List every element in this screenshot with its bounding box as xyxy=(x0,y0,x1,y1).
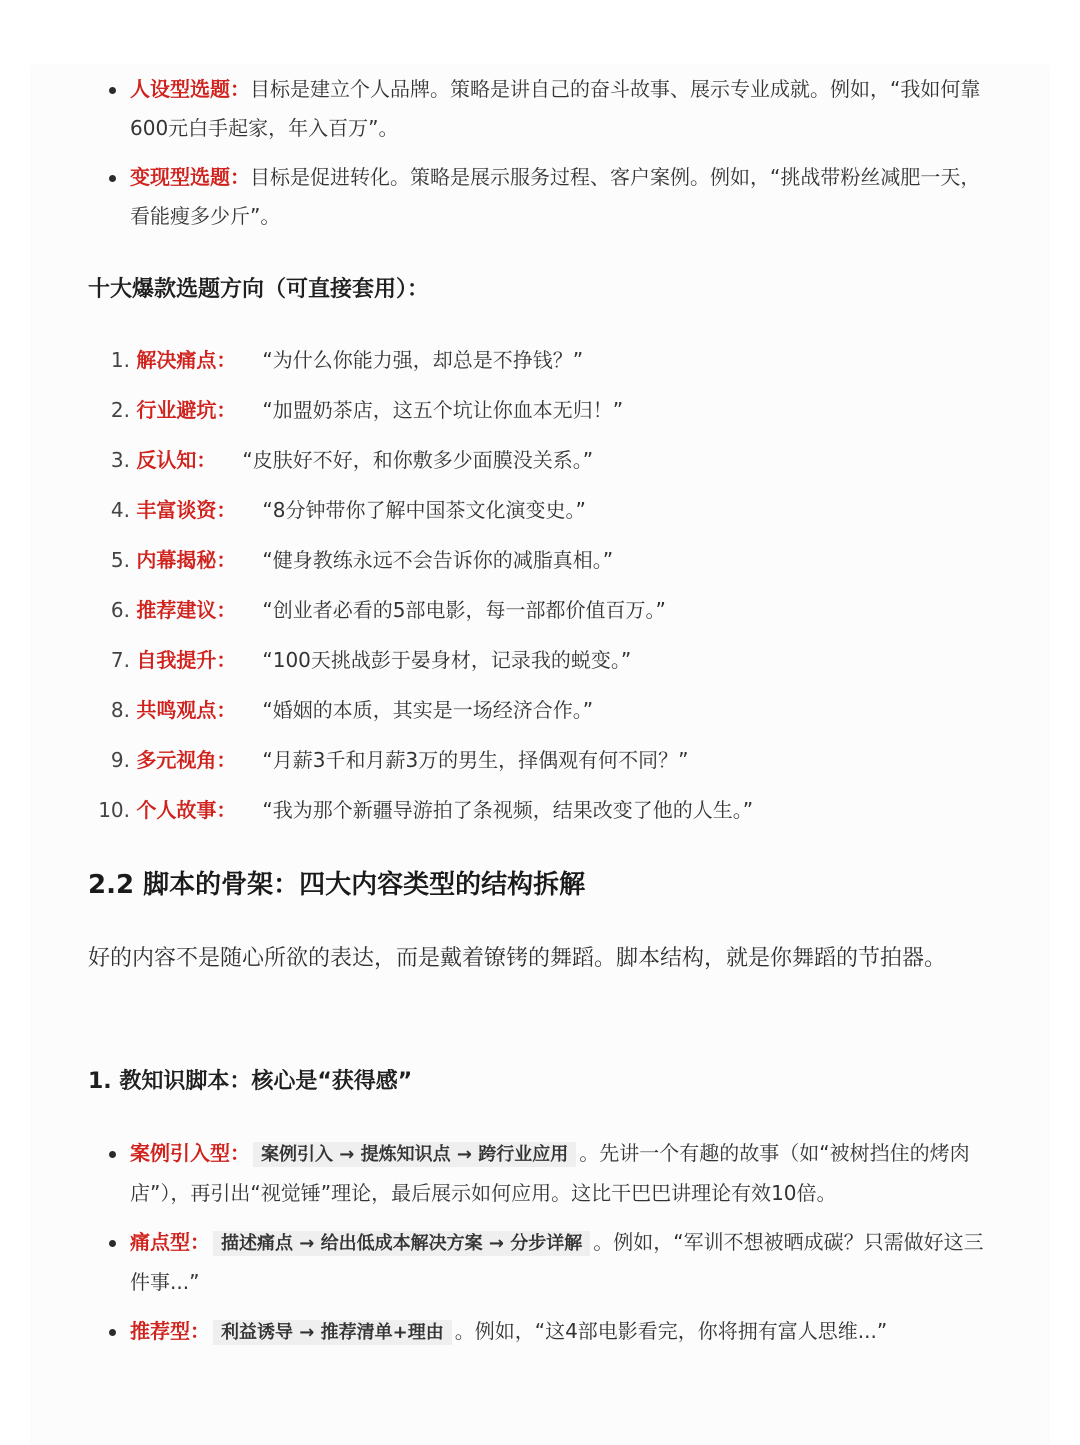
item-number: 4. xyxy=(110,498,130,522)
item-label: 行业避坑： xyxy=(136,398,237,422)
bullet-label: 变现型选题： xyxy=(130,165,250,189)
bullet-text: 。例如，“这4部电影看完，你将拥有富人思维...” xyxy=(454,1319,888,1343)
bullet-text: 。先讲一个有趣的故事（如“被树挡住的烤肉店”），再引出“视觉锤”理论，最后展示如何应用。这比干巴巴讲理论有效10倍。 xyxy=(130,1141,970,1205)
item-label: 自我提升： xyxy=(136,648,237,672)
bullet-label: 推荐型： xyxy=(130,1319,210,1343)
item-number: 10. xyxy=(98,798,130,822)
subsection-title: 1. 教知识脚本：核心是“获得感” xyxy=(88,1069,413,1094)
list-item xyxy=(88,738,753,788)
list-item xyxy=(88,70,998,148)
item-label: 个人故事： xyxy=(136,798,237,822)
section-paragraph: 好的内容不是随心所欲的表达，而是戴着镣铐的舞蹈。脚本结构，就是你舞蹈的节拍器。 xyxy=(88,946,947,971)
item-number: 3. xyxy=(110,448,130,472)
list-item xyxy=(88,388,753,438)
item-quote: “100天挑战彭于晏身材，记录我的蜕变。” xyxy=(262,648,632,672)
item-quote: “健身教练永远不会告诉你的减脂真相。” xyxy=(262,548,614,572)
item-number: 7. xyxy=(110,648,130,672)
list-item xyxy=(88,538,753,588)
item-quote: “加盟奶茶店，这五个坑让你血本无归！” xyxy=(262,398,624,422)
topics-list xyxy=(88,338,753,838)
item-quote: “婚姻的本质，其实是一场经济合作。” xyxy=(262,698,594,722)
item-number: 9. xyxy=(110,748,130,772)
list-item xyxy=(88,638,753,688)
item-label: 多元视角： xyxy=(136,748,237,772)
item-number: 5. xyxy=(110,548,130,572)
item-number: 8. xyxy=(110,698,130,722)
item-quote: “月薪3千和月薪3万的男生，择偶观有何不同？” xyxy=(262,748,689,772)
bullet-label: 痛点型： xyxy=(130,1230,210,1254)
list-item xyxy=(88,1312,998,1352)
list-item xyxy=(88,688,753,738)
bullet-label: 案例引入型： xyxy=(130,1141,250,1165)
item-number: 1. xyxy=(110,348,130,372)
intro-bullet-list xyxy=(88,70,998,246)
bullet-label: 人设型选题： xyxy=(130,77,250,101)
list-item xyxy=(88,1223,998,1302)
item-label: 丰富谈资： xyxy=(136,498,237,522)
bullet-text: 目标是建立个人品牌。策略是讲自己的奋斗故事、展示专业成就。例如，“我如何靠600元白手起家，年入百万”。 xyxy=(130,77,981,140)
item-quote: “皮肤好不好，和你敷多少面膜没关系。” xyxy=(242,448,594,472)
bullet-text: 目标是促进转化。策略是展示服务过程、客户案例。例如，“挑战带粉丝减肥一天，看能瘦多少斤”。 xyxy=(130,165,981,228)
list-item xyxy=(88,338,753,388)
item-label: 内幕揭秘： xyxy=(136,548,237,572)
item-label: 推荐建议： xyxy=(136,598,237,622)
list-item xyxy=(88,488,753,538)
topics-heading: 十大爆款选题方向（可直接套用）： xyxy=(88,277,430,302)
bullet-text: 。例如，“军训不想被晒成碳？只需做好这三件事...” xyxy=(130,1230,984,1294)
item-label: 反认知： xyxy=(136,448,217,472)
list-item xyxy=(88,438,753,488)
item-number: 2. xyxy=(110,398,130,422)
item-label: 共鸣观点： xyxy=(136,698,237,722)
item-quote: “为什么你能力强，却总是不挣钱？” xyxy=(262,348,584,372)
list-item xyxy=(88,1134,998,1213)
item-quote: “创业者必看的5部电影，每一部都价值百万。” xyxy=(262,598,666,622)
list-item xyxy=(88,588,753,638)
script-bullet-list xyxy=(88,1134,998,1362)
item-number: 6. xyxy=(110,598,130,622)
item-quote: “我为那个新疆导游拍了条视频，结果改变了他的人生。” xyxy=(262,798,754,822)
document-page xyxy=(32,66,1048,1445)
list-item xyxy=(88,158,998,236)
section-title: 2.2 脚本的骨架：四大内容类型的结构拆解 xyxy=(88,870,586,900)
inline-code: 案例引入 → 提炼知识点 → 跨行业应用 xyxy=(253,1142,576,1167)
inline-code: 利益诱导 → 推荐清单+理由 xyxy=(213,1320,452,1345)
inline-code: 描述痛点 → 给出低成本解决方案 → 分步详解 xyxy=(213,1231,590,1256)
item-label: 解决痛点： xyxy=(136,348,237,372)
list-item xyxy=(88,788,753,838)
item-quote: “8分钟带你了解中国茶文化演变史。” xyxy=(262,498,586,522)
